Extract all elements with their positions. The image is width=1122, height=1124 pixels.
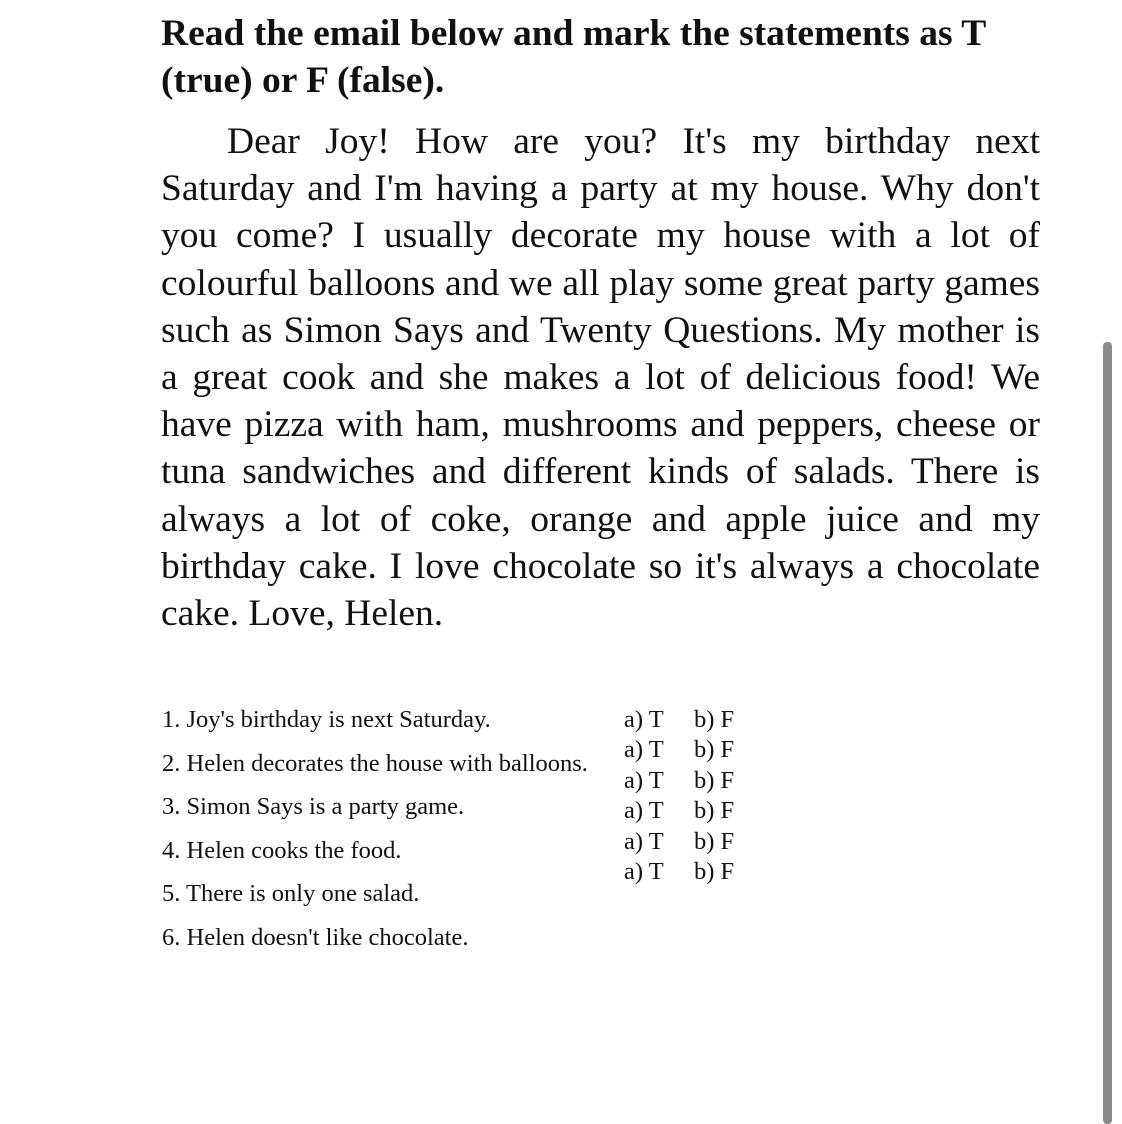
option-true[interactable]: a) T [624, 827, 664, 855]
option-true[interactable]: a) T [624, 797, 664, 825]
option-true[interactable]: a) T [624, 736, 664, 764]
option-false[interactable]: b) F [694, 857, 735, 885]
options-row-5 [624, 827, 764, 857]
options-row-1 [624, 705, 764, 735]
option-true[interactable]: a) T [624, 706, 664, 733]
option-false[interactable]: b) F [694, 827, 735, 855]
answer-options [624, 705, 764, 887]
statement-6: 6. Helen doesn't like chocolate. [162, 923, 469, 951]
option-true[interactable]: a) T [624, 766, 664, 794]
options-row-3 [624, 766, 764, 796]
statement-1: 1. Joy's birthday is next Saturday. [162, 706, 491, 733]
option-false[interactable]: b) F [694, 766, 735, 794]
statement-3: 3. Simon Says is a party game. [162, 793, 465, 821]
options-row-6 [624, 857, 764, 887]
options-row-4 [624, 796, 764, 826]
vertical-scrollbar[interactable] [1103, 342, 1112, 1124]
option-false[interactable]: b) F [694, 797, 735, 825]
instruction-heading: Read the email below and mark the statements as T (true) or F (false). [161, 13, 986, 101]
statement-4: 4. Helen cooks the food. [162, 836, 402, 864]
option-false[interactable]: b) F [694, 706, 735, 733]
statement-5: 5. There is only one salad. [162, 880, 420, 908]
option-true[interactable]: a) T [624, 857, 664, 885]
statement-list [162, 698, 632, 960]
email-text: Dear Joy! How are you? It's my birthday next Saturday and I'm having a party at my house. Why don't you come? I usually decorate my house with a lot of colourful balloons and we all play some great party games such as Simon Says and Twenty Questions. My mother is a great cook and she makes a lot of delicious food! We have pizza with ham, mushrooms and peppers, cheese or tuna sandwiches and different kinds of salads. There is always a lot of coke, orange and apple juice and my birthday cake. I love chocolate so it's always a chocolate cake. Love, Helen. [161, 121, 1040, 635]
options-row-2 [624, 735, 764, 765]
option-false[interactable]: b) F [694, 736, 735, 764]
statement-2: 2. Helen decorates the house with balloons. [162, 749, 588, 777]
